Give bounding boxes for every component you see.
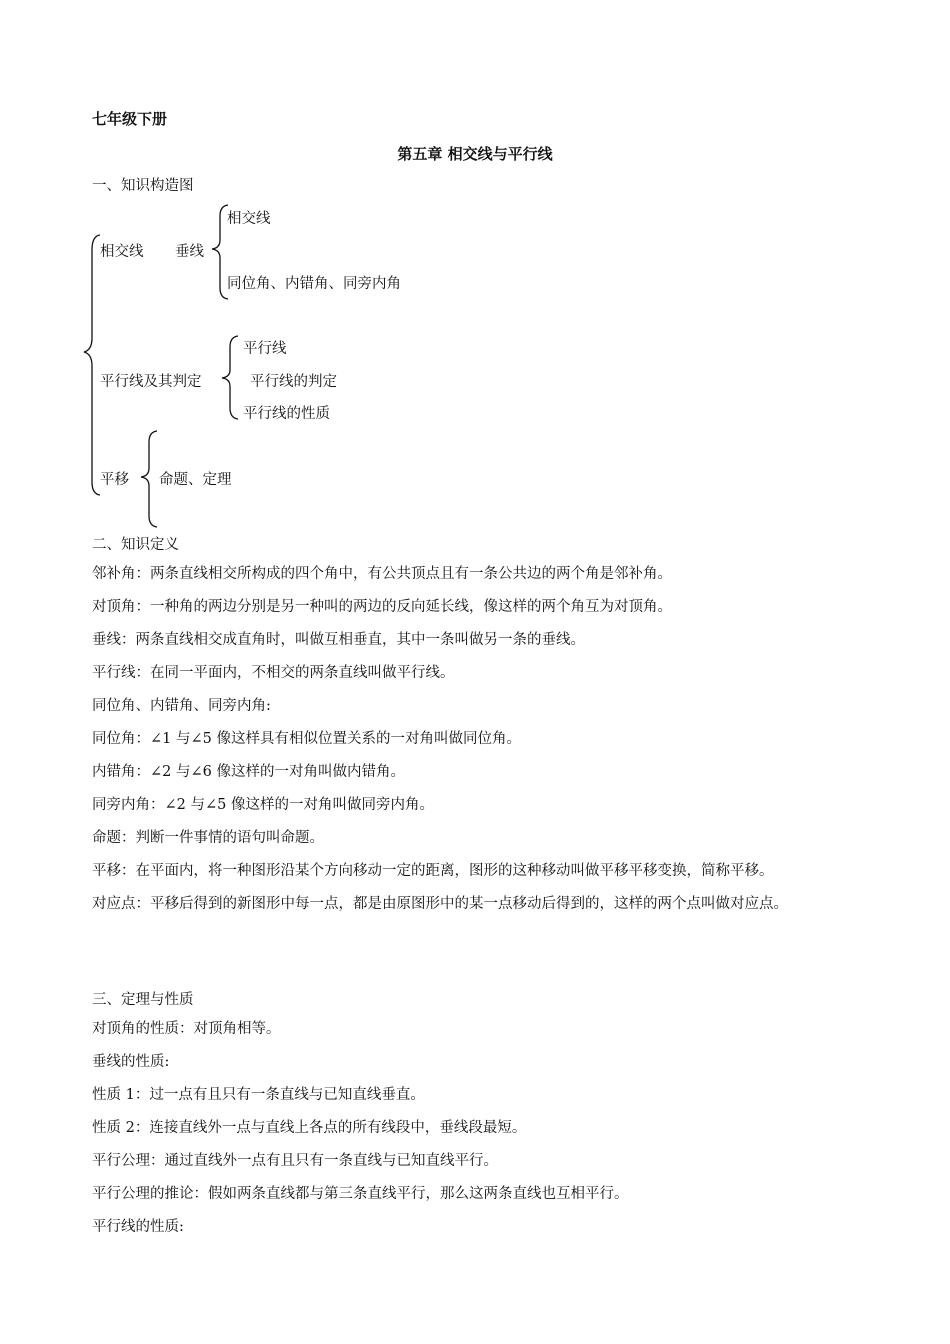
- map-label-translation: 平移: [100, 472, 129, 488]
- definition-item: 垂线：两条直线相交成直角时，叫做互相垂直，其中一条叫做另一条的垂线。: [92, 632, 585, 648]
- definition-item: 同位角：∠1 与∠5 像这样具有相似位置关系的一对角叫做同位角。: [92, 731, 521, 747]
- brace-group2: [222, 336, 238, 419]
- definition-item: 平行线：在同一平面内，不相交的两条直线叫做平行线。: [92, 665, 455, 681]
- map-item-parallel-properties: 平行线的性质: [243, 406, 330, 422]
- definition-item: 邻补角：两条直线相交所构成的四个角中，有公共顶点且有一条公共边的两个角是邻补角。: [92, 566, 672, 582]
- definition-item: 平移：在平面内，将一种图形沿某个方向移动一定的距离，图形的这种移动叫做平移平移变换，简称平移。: [92, 863, 774, 879]
- outer-brace: [84, 235, 100, 495]
- theorem-item: 平行公理的推论：假如两条直线都与第三条直线平行，那么这两条直线也互相平行。: [92, 1186, 629, 1202]
- map-item-parallel-criteria: 平行线的判定: [250, 374, 337, 390]
- definitions-block: [92, 558, 862, 921]
- definition-item: 对顶角：一种角的两边分别是另一种叫的两边的反向延长线，像这样的两个角互为对顶角。: [92, 599, 672, 615]
- theorems-block: [92, 1013, 862, 1244]
- map-item-propositions: 命题、定理: [159, 472, 232, 488]
- section-heading-theorems: 三、定理与性质: [92, 992, 194, 1008]
- definition-item: 同旁内角：∠2 与∠5 像这样的一对角叫做同旁内角。: [92, 797, 434, 813]
- definition-item: 同位角、内错角、同旁内角:: [92, 698, 271, 714]
- chapter-title: 第五章 相交线与平行线: [397, 145, 553, 163]
- definition-item: 对应点：平移后得到的新图形中每一点，都是由原图形中的某一点移动后得到的，这样的两个点叫做对应点。: [92, 896, 788, 912]
- map-item-parallel-lines: 平行线: [243, 341, 287, 357]
- brace-group3: [141, 431, 157, 527]
- theorem-item: 性质 2：连接直线外一点与直线上各点的所有线段中，垂线段最短。: [92, 1120, 527, 1136]
- theorem-item: 垂线的性质:: [92, 1054, 170, 1070]
- map-label-perpendicular: 垂线: [175, 244, 204, 260]
- theorem-item: 平行公理：通过直线外一点有且只有一条直线与已知直线平行。: [92, 1153, 498, 1169]
- section-heading-structure: 一、知识构造图: [92, 178, 194, 194]
- map-item-angle-types: 同位角、内错角、同旁内角: [227, 276, 401, 292]
- definition-item: 命题：判断一件事情的语句叫命题。: [92, 830, 324, 846]
- map-label-parallel-lines: 平行线及其判定: [100, 374, 202, 390]
- theorem-item: 性质 1：过一点有且只有一条直线与已知直线垂直。: [92, 1087, 425, 1103]
- brace-group1: [212, 205, 228, 299]
- theorem-item: 对顶角的性质：对顶角相等。: [92, 1021, 281, 1037]
- definition-item: 内错角：∠2 与∠6 像这样的一对角叫做内错角。: [92, 764, 405, 780]
- map-label-intersecting-lines: 相交线: [100, 244, 144, 260]
- section-heading-definitions: 二、知识定义: [92, 537, 179, 553]
- theorem-item: 平行线的性质:: [92, 1219, 184, 1235]
- map-item-intersecting-lines: 相交线: [227, 211, 271, 227]
- grade-heading: 七年级下册: [92, 110, 168, 128]
